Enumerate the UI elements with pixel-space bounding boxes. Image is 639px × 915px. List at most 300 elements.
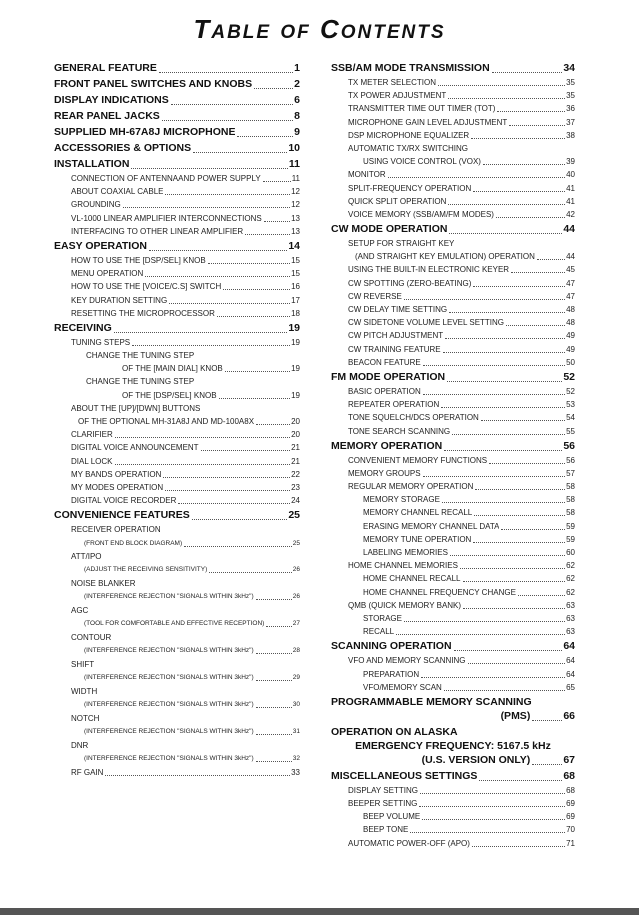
toc-leader-dots: [471, 138, 565, 139]
toc-page-number: 35: [566, 78, 575, 87]
toc-entry-label: CW PITCH ADJUSTMENT: [348, 331, 444, 341]
toc-subsection-entry[interactable]: [331, 456, 575, 465]
toc-subsection-entry[interactable]: [331, 170, 575, 179]
toc-entry-label: ABOUT COAXIAL CABLE: [71, 187, 164, 197]
toc-page-number: 45: [566, 265, 575, 275]
toc-entry-label: SPLIT-FREQUENCY OPERATION: [348, 183, 472, 193]
toc-subsection-entry[interactable]: [54, 214, 300, 223]
toc-entry-label: SUPPLIED MH-67A8J MICROPHONE: [54, 126, 236, 138]
toc-section-entry[interactable]: [54, 509, 300, 521]
toc-subsection-entry[interactable]: [331, 839, 575, 848]
toc-entry-label: USING THE BUILT-IN ELECTRONIC KEYER: [348, 265, 510, 275]
toc-entry-label: BEACON FEATURE: [348, 357, 421, 367]
toc-leader-dots: [162, 120, 293, 121]
toc-subsection-entry[interactable]: [331, 265, 575, 274]
toc-leader-dots: [473, 542, 565, 543]
toc-entry-label: TUNING STEPS: [71, 337, 131, 347]
toc-entry-label: AGC: [71, 606, 89, 616]
toc-subsubsection-entry[interactable]: [331, 825, 575, 834]
toc-page-number: 25: [288, 509, 300, 522]
page-title: [0, 14, 639, 45]
toc-page-number: 14: [288, 239, 300, 252]
toc-entry-label: CW MODE OPERATION: [331, 223, 448, 236]
toc-page-number: 9: [294, 126, 300, 138]
toc-entry-label: VFO AND MEMORY SCANNING: [348, 656, 466, 666]
toc-leader-dots: [159, 72, 293, 73]
toc-leader-dots: [420, 793, 565, 794]
toc-subsection-entry[interactable]: [331, 131, 575, 140]
toc-leader-dots: [245, 234, 290, 235]
toc-leader-dots: [115, 464, 291, 465]
toc-page-number: 6: [294, 94, 300, 106]
toc-leader-dots: [454, 650, 563, 651]
toc-page-number: 64: [566, 669, 575, 679]
toc-subsection-entry[interactable]: [54, 430, 300, 439]
toc-page-number: 19: [288, 321, 300, 334]
toc-page-number: 58: [566, 508, 575, 518]
toc-leader-dots: [201, 450, 291, 451]
toc-page-number: 21: [291, 456, 300, 466]
toc-entry-label: FM MODE OPERATION: [331, 370, 446, 383]
toc-leader-dots: [496, 217, 565, 218]
toc-entry-label: OF THE OPTIONAL MH-31A8J AND MD-100A8X: [78, 417, 255, 426]
toc-leader-dots: [423, 394, 565, 395]
toc-leader-dots: [149, 250, 287, 251]
page-bottom-bar: [0, 908, 639, 915]
toc-subsection-entry-line[interactable]: [331, 252, 575, 261]
toc-leader-dots: [114, 332, 288, 333]
toc-entry-label: ABOUT THE [UP]/[DWN] BUTTONS: [71, 403, 201, 413]
toc-entry-label: DSP MICROPHONE EQUALIZER: [348, 130, 470, 140]
toc-page-number: 25: [292, 539, 300, 547]
toc-leader-dots: [423, 476, 565, 477]
toc-entry-label: FRONT PANEL SWITCHES AND KNOBS: [54, 78, 253, 90]
toc-leader-dots: [511, 272, 565, 273]
toc-section-entry[interactable]: [54, 322, 300, 334]
toc-page-number: 16: [291, 282, 300, 292]
toc-entry-label: REGULAR MEMORY OPERATION: [348, 482, 474, 492]
toc-subsection-entry[interactable]: [331, 387, 575, 396]
toc-subsection-entry[interactable]: [331, 239, 575, 248]
toc-section-entry[interactable]: [331, 726, 575, 738]
toc-subsection-entry[interactable]: [331, 469, 575, 478]
toc-page-number: 41: [566, 183, 575, 193]
toc-page-number: 37: [566, 117, 575, 127]
toc-entry-label: SSB/AM MODE TRANSMISSION: [331, 62, 490, 74]
toc-page-number: 70: [566, 825, 575, 835]
toc-subsection-entry[interactable]: [54, 227, 300, 236]
toc-entry-note[interactable]: [54, 700, 300, 709]
toc-subsubsection-entry[interactable]: [331, 574, 575, 583]
toc-subsection-entry[interactable]: [54, 660, 300, 669]
toc-entry-label: QUICK SPLIT OPERATION: [348, 196, 447, 206]
toc-subsection-entry[interactable]: [331, 786, 575, 795]
toc-entry-note[interactable]: [54, 619, 300, 628]
toc-leader-dots: [217, 316, 290, 317]
toc-leader-dots: [444, 450, 562, 451]
toc-subsection-entry[interactable]: [54, 687, 300, 696]
toc-page-number: 67: [563, 753, 575, 766]
toc-entry-note[interactable]: [54, 539, 300, 548]
toc-section-entry[interactable]: [54, 62, 300, 74]
toc-subsection-entry[interactable]: [331, 482, 575, 491]
toc-section-entry[interactable]: [54, 126, 300, 138]
toc-entry-label: (INTERFERENCE REJECTION "SIGNALS WITHIN 3kHz"): [84, 728, 254, 736]
toc-entry-label: WIDTH: [71, 687, 98, 697]
toc-page-number: 18: [291, 308, 300, 318]
toc-page-number: 11: [288, 158, 300, 170]
toc-entry-label: TONE SQUELCH/DCS OPERATION: [348, 413, 479, 423]
toc-subsubsection-entry[interactable]: [331, 812, 575, 821]
toc-page-number: 20: [291, 430, 300, 440]
toc-subsection-entry[interactable]: [54, 768, 300, 777]
toc-entry-label: REAR PANEL JACKS: [54, 110, 160, 122]
toc-leader-dots: [237, 136, 293, 137]
toc-entry-label: MENU OPERATION: [71, 269, 144, 279]
toc-subsubsection-entry[interactable]: [331, 588, 575, 597]
toc-leader-dots: [463, 581, 566, 582]
toc-page-number: 56: [566, 455, 575, 465]
toc-subsection-entry[interactable]: [331, 279, 575, 288]
toc-subsection-entry-line[interactable]: [54, 417, 300, 426]
toc-section-entry[interactable]: [331, 770, 575, 782]
toc-page-number: 65: [566, 682, 575, 692]
toc-subsubsection-entry[interactable]: [331, 614, 575, 623]
toc-section-entry[interactable]: [331, 640, 575, 652]
toc-subsection-entry[interactable]: [54, 579, 300, 588]
toc-page-number: 15: [291, 269, 300, 279]
toc-section-entry[interactable]: [331, 696, 575, 708]
toc-subsection-entry[interactable]: [331, 799, 575, 808]
toc-page-number: 8: [294, 110, 300, 122]
toc-leader-dots: [256, 761, 292, 762]
toc-section-entry-line[interactable]: [331, 740, 575, 752]
toc-section-entry[interactable]: [331, 223, 575, 235]
toc-entry-note[interactable]: [54, 727, 300, 736]
toc-leader-dots: [171, 104, 293, 105]
toc-entry-label: BASIC OPERATION: [348, 386, 421, 396]
toc-subsection-entry[interactable]: [331, 400, 575, 409]
toc-page-number: 58: [566, 482, 575, 492]
toc-page-number: 64: [563, 640, 575, 653]
title-letter: C: [319, 14, 341, 44]
toc-page-number: 32: [292, 755, 300, 763]
toc-page-number: 24: [291, 496, 300, 506]
toc-subsection-entry[interactable]: [54, 714, 300, 723]
toc-subsection-entry[interactable]: [54, 187, 300, 196]
toc-leader-dots: [396, 634, 565, 635]
toc-leader-dots: [473, 286, 565, 287]
toc-entry-label: MISCELLANEOUS SETTINGS: [331, 769, 478, 782]
toc-subsection-entry[interactable]: [54, 309, 300, 318]
toc-section-entry[interactable]: [54, 110, 300, 122]
toc-subsection-entry[interactable]: [331, 104, 575, 113]
toc-leader-dots: [264, 221, 290, 222]
toc-entry-label: TX POWER ADJUSTMENT: [348, 91, 447, 101]
toc-subsubsection-entry[interactable]: [54, 351, 300, 360]
toc-subsubsection-entry[interactable]: [331, 522, 575, 531]
toc-page-number: 31: [292, 728, 300, 736]
toc-entry-label: VL-1000 LINEAR AMPLIFIER INTERCONNECTIONS: [71, 213, 262, 223]
toc-section-entry[interactable]: [331, 440, 575, 452]
toc-page-number: 41: [566, 196, 575, 206]
toc-subsection-entry[interactable]: [331, 118, 575, 127]
toc-entry-label: TRANSMITTER TIME OUT TIMER (TOT): [348, 104, 496, 114]
toc-section-entry[interactable]: [331, 371, 575, 383]
toc-leader-dots: [532, 720, 562, 721]
toc-page-number: 19: [291, 390, 300, 400]
toc-entry-label: PREPARATION: [363, 669, 420, 679]
toc-leader-dots: [475, 489, 565, 490]
toc-entry-note[interactable]: [54, 565, 300, 574]
toc-entry-label: CONTOUR: [71, 633, 112, 643]
toc-subsection-entry[interactable]: [54, 606, 300, 615]
toc-leader-dots: [450, 555, 565, 556]
toc-subsection-entry[interactable]: [54, 483, 300, 492]
toc-leader-dots: [209, 572, 291, 573]
toc-leader-dots: [256, 734, 292, 735]
toc-leader-dots: [460, 568, 565, 569]
toc-section-entry[interactable]: [54, 158, 300, 170]
toc-entry-label: MEMORY GROUPS: [348, 468, 421, 478]
toc-entry-label: (INTERFERENCE REJECTION "SIGNALS WITHIN 3kHz"): [84, 674, 254, 682]
toc-leader-dots: [223, 289, 290, 290]
toc-entry-label: RF GAIN: [71, 768, 104, 778]
toc-entry-note[interactable]: [54, 754, 300, 763]
toc-entry-label: RECEIVING: [54, 321, 112, 334]
toc-page-number: 62: [566, 561, 575, 571]
toc-leader-dots: [509, 125, 565, 126]
toc-subsection-entry[interactable]: [54, 174, 300, 183]
toc-subsubsection-entry[interactable]: [331, 535, 575, 544]
toc-subsection-entry[interactable]: [54, 525, 300, 534]
toc-entry-label: KEY DURATION SETTING: [71, 295, 168, 305]
toc-entry-label: TX METER SELECTION: [348, 78, 437, 87]
toc-entry-label: DIGITAL VOICE RECORDER: [71, 496, 177, 506]
toc-page-number: 48: [566, 305, 575, 314]
toc-leader-dots: [145, 276, 290, 277]
toc-leader-dots: [256, 707, 292, 708]
toc-subsection-entry[interactable]: [54, 633, 300, 642]
toc-entry-note[interactable]: [54, 592, 300, 601]
toc-entry-label: RECEIVER OPERATION: [71, 525, 161, 535]
toc-leader-dots: [483, 164, 565, 165]
toc-entry-label: HOME CHANNEL MEMORIES: [348, 561, 458, 571]
toc-leader-dots: [165, 490, 290, 491]
toc-leader-dots: [388, 177, 565, 178]
toc-page-number: 52: [566, 386, 575, 396]
toc-subsection-entry[interactable]: [54, 200, 300, 209]
toc-entry-label: EMERGENCY FREQUENCY: 5167.5 kHz: [355, 739, 551, 752]
toc-subsection-entry[interactable]: [331, 413, 575, 422]
toc-page-number: 26: [292, 593, 300, 601]
toc-leader-dots: [404, 621, 565, 622]
toc-page-number: 66: [563, 709, 575, 722]
toc-subsection-entry[interactable]: [54, 269, 300, 278]
toc-entry-note[interactable]: [54, 646, 300, 655]
toc-left-column: [54, 60, 300, 781]
toc-entry-label: RESETTING THE MICROPROCESSOR: [71, 308, 215, 318]
toc-entry-label: OF THE [DSP/SEL] KNOB: [122, 390, 217, 400]
toc-leader-dots: [447, 381, 562, 382]
toc-subsection-entry[interactable]: [54, 457, 300, 466]
toc-leader-dots: [404, 299, 565, 300]
toc-page-number: 39: [566, 157, 575, 167]
toc-subsection-entry[interactable]: [54, 404, 300, 413]
toc-subsubsection-entry[interactable]: [331, 508, 575, 517]
toc-subsection-entry[interactable]: [54, 470, 300, 479]
toc-section-entry-line[interactable]: [331, 754, 575, 766]
toc-subsection-entry[interactable]: [331, 427, 575, 436]
toc-leader-dots: [449, 233, 562, 234]
toc-page-number: 22: [291, 469, 300, 479]
toc-subsection-entry[interactable]: [54, 741, 300, 750]
toc-page-number: 62: [566, 574, 575, 584]
toc-section-entry[interactable]: [54, 78, 300, 90]
toc-leader-dots: [463, 608, 565, 609]
toc-leader-dots: [473, 191, 565, 192]
toc-subsection-entry[interactable]: [331, 345, 575, 354]
toc-section-entry[interactable]: [54, 240, 300, 252]
toc-subsection-entry[interactable]: [331, 601, 575, 610]
toc-entry-label: DIAL LOCK: [71, 456, 113, 466]
toc-page-number: 57: [566, 468, 575, 478]
toc-entry-label: CW TRAINING FEATURE: [348, 344, 441, 354]
toc-subsubsection-entry[interactable]: [331, 683, 575, 692]
toc-subsection-entry[interactable]: [331, 144, 575, 153]
toc-subsubsection-entry[interactable]: [54, 377, 300, 386]
toc-entry-label: INTERFACING TO OTHER LINEAR AMPLIFIER: [71, 226, 244, 236]
toc-leader-dots: [419, 806, 565, 807]
toc-leader-dots: [449, 312, 565, 313]
toc-page-number: 15: [291, 255, 300, 265]
toc-section-entry[interactable]: [54, 94, 300, 106]
toc-leader-dots: [169, 303, 290, 304]
toc-subsection-entry[interactable]: [331, 656, 575, 665]
toc-leader-dots: [537, 259, 565, 260]
toc-page-number: 27: [292, 620, 300, 628]
toc-subsection-entry[interactable]: [54, 256, 300, 265]
toc-entry-label: LABELING MEMORIES: [363, 548, 448, 557]
toc-page-number: 68: [566, 785, 575, 795]
toc-entry-label: SHIFT: [71, 660, 95, 670]
toc-page-number: 12: [291, 187, 300, 197]
toc-subsection-entry[interactable]: [54, 296, 300, 305]
toc-subsubsection-entry[interactable]: [331, 627, 575, 636]
toc-leader-dots: [492, 72, 563, 73]
toc-subsection-entry[interactable]: [54, 338, 300, 347]
toc-leader-dots: [193, 152, 287, 153]
toc-entry-label: NOISE BLANKER: [71, 579, 136, 589]
toc-entry-label: QMB (QUICK MEMORY BANK): [348, 600, 462, 610]
toc-page-number: 33: [291, 768, 300, 778]
toc-entry-label: SETUP FOR STRAIGHT KEY: [348, 239, 455, 249]
toc-entry-label: CONVENIENCE FEATURES: [54, 509, 190, 522]
toc-subsection-entry[interactable]: [331, 197, 575, 206]
toc-subsection-entry[interactable]: [331, 305, 575, 314]
toc-page-number: 13: [291, 226, 300, 236]
toc-subsection-entry[interactable]: [331, 184, 575, 193]
toc-entry-note[interactable]: [54, 673, 300, 682]
toc-page-number: 58: [566, 495, 575, 505]
toc-entry-label: DIGITAL VOICE ANNOUNCEMENT: [71, 443, 199, 453]
toc-leader-dots: [423, 365, 565, 366]
toc-subsection-entry[interactable]: [54, 496, 300, 505]
toc-subsection-entry[interactable]: [331, 210, 575, 219]
toc-subsubsection-entry[interactable]: [331, 495, 575, 504]
toc-page-number: 53: [566, 400, 575, 410]
toc-leader-dots: [518, 595, 565, 596]
toc-entry-label: PROGRAMMABLE MEMORY SCANNING: [331, 695, 532, 708]
toc-subsection-entry[interactable]: [331, 78, 575, 87]
toc-page-number: 44: [563, 223, 575, 236]
toc-subsubsection-entry-line[interactable]: [54, 364, 300, 373]
toc-page-number: 71: [566, 838, 575, 848]
toc-section-entry[interactable]: [331, 62, 575, 74]
toc-subsection-entry[interactable]: [54, 552, 300, 561]
toc-leader-dots: [256, 680, 292, 681]
toc-leader-dots: [254, 88, 293, 89]
toc-subsection-entry[interactable]: [331, 331, 575, 340]
toc-entry-label: BEEPER SETTING: [348, 799, 418, 809]
toc-page-number: 64: [566, 656, 575, 666]
toc-subsubsection-entry-line[interactable]: [54, 391, 300, 400]
toc-subsection-entry[interactable]: [331, 561, 575, 570]
toc-leader-dots: [448, 204, 565, 205]
toc-subsection-entry[interactable]: [331, 91, 575, 100]
toc-subsection-entry[interactable]: [54, 282, 300, 291]
toc-subsubsection-entry[interactable]: [331, 548, 575, 557]
toc-page-number: 62: [566, 587, 575, 597]
toc-subsection-entry[interactable]: [54, 443, 300, 452]
toc-section-entry-line[interactable]: [331, 710, 575, 722]
toc-entry-label: HOME CHANNEL FREQUENCY CHANGE: [363, 587, 516, 597]
toc-entry-label: CONVENIENT MEMORY FUNCTIONS: [348, 455, 488, 465]
toc-leader-dots: [256, 653, 292, 654]
toc-entry-label: DISPLAY INDICATIONS: [54, 94, 169, 106]
toc-entry-label: AUTOMATIC TX/RX SWITCHING: [348, 143, 469, 153]
toc-leader-dots: [192, 519, 288, 520]
toc-entry-label: EASY OPERATION: [54, 239, 147, 252]
toc-page-number: 30: [292, 701, 300, 709]
toc-entry-label: TONE SEARCH SCANNING: [348, 426, 451, 436]
toc-page-number: 29: [292, 674, 300, 682]
toc-page-number: 21: [291, 443, 300, 453]
toc-page-number: 1: [294, 62, 300, 74]
toc-subsection-entry[interactable]: [331, 292, 575, 301]
toc-page-number: 10: [288, 142, 300, 154]
toc-leader-dots: [445, 338, 565, 339]
toc-entry-label: ATT/IPO: [71, 552, 102, 562]
toc-right-column: [331, 60, 575, 852]
toc-leader-dots: [256, 424, 290, 425]
toc-subsubsection-entry[interactable]: [331, 670, 575, 679]
toc-page-number: 68: [563, 769, 575, 782]
toc-entry-label: BEEP VOLUME: [363, 812, 421, 822]
toc-page-number: 69: [566, 812, 575, 822]
toc-entry-label: DNR: [71, 741, 89, 751]
toc-entry-label: CHANGE THE TUNING STEP: [86, 351, 195, 361]
toc-page-number: 2: [294, 78, 300, 90]
toc-entry-label: GROUNDING: [71, 200, 121, 210]
toc-entry-label: INSTALLATION: [54, 158, 130, 170]
toc-subsubsection-entry[interactable]: [331, 157, 575, 166]
toc-leader-dots: [178, 503, 290, 504]
toc-subsection-entry[interactable]: [331, 358, 575, 367]
toc-page-number: 38: [566, 130, 575, 140]
toc-section-entry[interactable]: [54, 142, 300, 154]
toc-subsection-entry[interactable]: [331, 318, 575, 327]
